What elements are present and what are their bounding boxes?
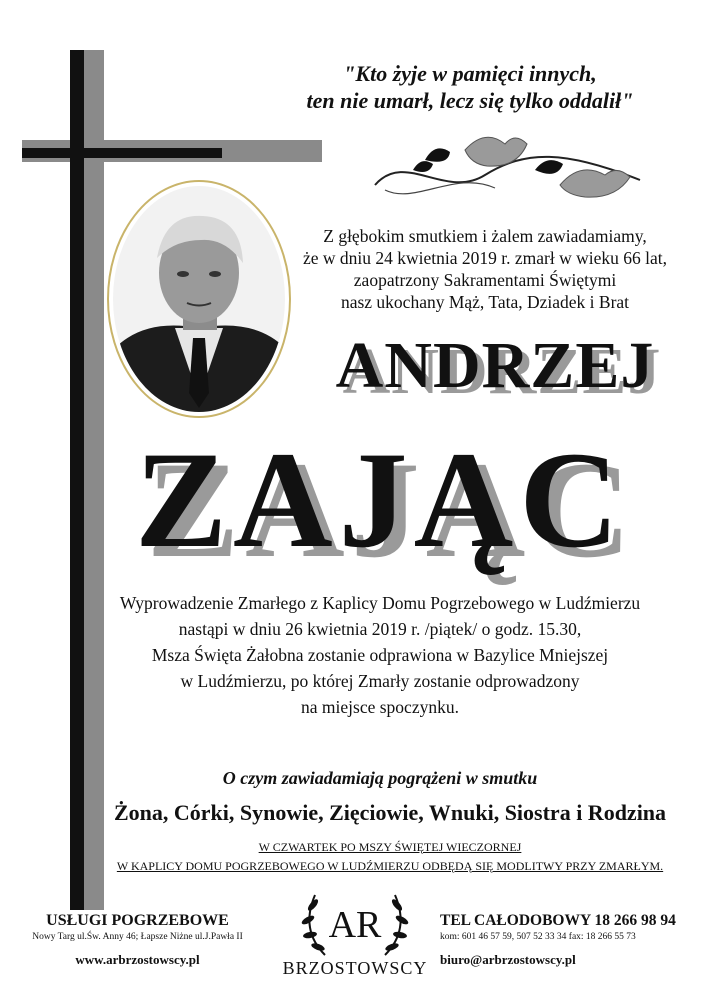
notice-line-2: W KAPLICY DOMU POGRZEBOWEGO W LUDŹMIERZU ODBĘDĄ SIĘ MODLITWY PRZY ZMARŁYM. bbox=[116, 859, 664, 873]
cross-vertical-beam bbox=[70, 50, 84, 910]
ceremony-line-2: nastąpi w dniu 26 kwietnia 2019 r. /piątek/ o godz. 15.30, bbox=[178, 619, 582, 639]
ceremony-details bbox=[100, 590, 660, 720]
mourning-line: O czym zawiadamiają pogrążeni w smutku bbox=[222, 768, 538, 788]
ceremony-line-5: na miejsce spoczynku. bbox=[301, 697, 459, 717]
notice-line-1: W CZWARTEK PO MSZY ŚWIĘTEJ WIECZORNEJ bbox=[258, 840, 522, 854]
website-link[interactable]: www.arbrzostowscy.pl bbox=[75, 952, 200, 967]
announcement-intro bbox=[280, 225, 690, 313]
quote-line-1: "Kto żyje w pamięci innych, bbox=[343, 61, 597, 86]
phone-details: kom: 601 46 57 59, 507 52 33 34 fax: 18 266 55 73 bbox=[440, 932, 636, 942]
leaf-ornament-icon bbox=[365, 130, 645, 210]
ceremony-line-4: w Ludźmierzu, po której Zmarły zostanie odprowadzony bbox=[180, 671, 580, 691]
logo-letters: AR bbox=[328, 904, 382, 946]
intro-line-3: zaopatrzony Sakramentami Świętymi bbox=[353, 270, 617, 290]
service-title: USŁUGI POGRZEBOWE bbox=[46, 912, 229, 929]
email-link[interactable]: biuro@arbrzostowscy.pl bbox=[440, 952, 576, 967]
deceased-first-name: ANDRZEJ bbox=[335, 329, 655, 402]
phone-title: TEL CAŁODOBOWY 18 266 98 94 bbox=[440, 912, 676, 929]
service-address: Nowy Targ ul.Św. Anny 46; Łapsze Niżne ul.J.Pawła II bbox=[32, 932, 243, 942]
intro-line-4: nasz ukochany Mąż, Tata, Dziadek i Brat bbox=[340, 292, 630, 312]
prayer-notice bbox=[90, 838, 690, 876]
cross-horizontal-beam bbox=[22, 148, 222, 158]
quote-line-2: ten nie umarł, lecz się tylko oddalił" bbox=[306, 88, 634, 113]
intro-line-1: Z głębokim smutkiem i żalem zawiadamiamy, bbox=[323, 226, 647, 246]
memorial-quote bbox=[260, 60, 680, 114]
funeral-service-info bbox=[10, 912, 265, 968]
deceased-portrait bbox=[105, 178, 293, 420]
family-line: Żona, Córki, Synowie, Zięciowie, Wnuki, Siostra i Rodzina bbox=[113, 800, 667, 825]
logo-company-name: BRZOSTOWSCY bbox=[282, 958, 428, 978]
contact-info bbox=[440, 912, 700, 968]
ceremony-line-1: Wyprowadzenie Zmarłego z Kaplicy Domu Pogrzebowego w Ludźmierzu bbox=[119, 593, 641, 613]
deceased-last-name: ZAJĄC bbox=[134, 423, 626, 576]
intro-line-2: że w dniu 24 kwietnia 2019 r. zmarł w wieku 66 lat, bbox=[302, 248, 667, 268]
ceremony-line-3: Msza Święta Żałobna zostanie odprawiona w Bazylice Mniejszej bbox=[151, 645, 609, 665]
